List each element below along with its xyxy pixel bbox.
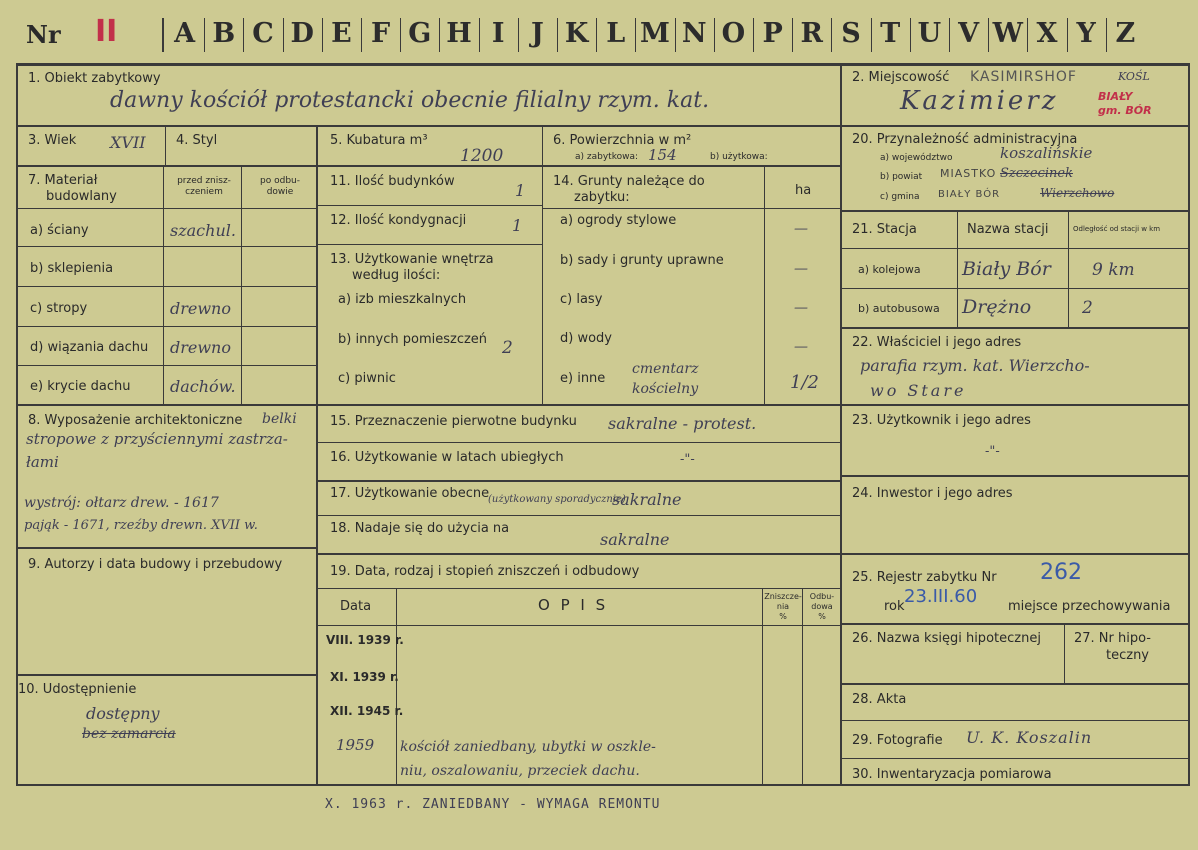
field-20-b-struck: Szczecinek [1000, 166, 1073, 181]
rule [163, 165, 164, 405]
field-20-a-label: a) województwo [880, 153, 953, 163]
rule [518, 18, 519, 52]
field-13-label-1: 13. Użytkowanie wnętrza [330, 252, 494, 267]
rule [1068, 210, 1069, 328]
rule [542, 125, 543, 405]
rule [16, 404, 841, 406]
field-10-value: dostępny [86, 704, 160, 723]
alphabet-letter: W [992, 18, 1023, 49]
field-6-value-a: 154 [648, 146, 677, 164]
alphabet-letter: I [491, 18, 505, 49]
field-14-note-2: kościelny [632, 381, 699, 397]
field-11-value: 1 [515, 181, 526, 200]
field-14-row-label: a) ogrody stylowe [560, 213, 677, 228]
field-13-row-c: c) piwnic [338, 371, 396, 386]
field-3-value: XVII [110, 133, 146, 152]
field-7-row-value: drewno [170, 338, 231, 357]
field-26-label: 26. Nazwa księgi hipotecznej [852, 631, 1041, 646]
field-14-label-1: 14. Grunty należące do [553, 174, 705, 189]
field-8-value-5: pająk - 1671, rzeźby drewn. XVII w. [24, 518, 258, 533]
field-18-value: sakralne [600, 530, 670, 549]
alphabet-letter: A [174, 18, 196, 49]
field-6-sub-a: a) zabytkowa: [575, 152, 638, 162]
footer-note: X. 1963 r. ZANIEDBANY - WYMAGA REMONTU [325, 797, 661, 812]
field-7-label-2: budowlany [46, 189, 117, 204]
field-20-b-label: b) powiat [880, 172, 923, 182]
rule [753, 18, 754, 52]
field-2-note: BIAŁY gm. BÓR [1098, 90, 1152, 117]
field-5-label: 5. Kubatura m³ [330, 133, 428, 148]
field-25-label: 25. Rejestr zabytku Nr [852, 570, 997, 585]
rule [792, 18, 793, 52]
field-22-label: 22. Właściciel i jego adres [852, 335, 1022, 350]
field-7-row-value: dachów. [170, 377, 236, 396]
rule [16, 674, 316, 676]
rule [842, 125, 1190, 127]
field-2-label: 2. Miejscowość [852, 70, 950, 85]
field-8-value-3: łami [26, 453, 59, 471]
field-14-row-e-value: 1/2 [790, 372, 819, 393]
field-21-row-a-dist: 9 km [1092, 260, 1135, 280]
field-14-row-value: — [794, 339, 808, 355]
field-21-col-dist: Odległość od stacji w km [1073, 225, 1161, 233]
rule [842, 327, 1190, 329]
rule [714, 18, 715, 52]
field-25-date: 23.III.60 [904, 586, 978, 607]
field-17-value-small: (użytkowany sporadycznie) [488, 494, 626, 505]
field-17-value: sakralne [612, 490, 682, 509]
field-12-value: 1 [512, 216, 523, 235]
field-28-label: 28. Akta [852, 692, 907, 707]
rule [479, 18, 480, 52]
field-14-row-label: e) inne [560, 371, 606, 386]
alphabet-letter: J [531, 18, 544, 49]
field-27-label-2: teczny [1106, 648, 1149, 663]
alphabet-letter: C [252, 18, 274, 49]
field-6-sub-b: b) użytkowa: [710, 152, 768, 162]
rule [910, 18, 911, 52]
rule [318, 205, 542, 206]
field-19-col-date: Data [340, 599, 372, 614]
alphabet-letter: Y [1076, 18, 1096, 49]
rule [842, 720, 1190, 721]
field-10-label: 10. Udostępnienie [18, 682, 137, 697]
field-30-label: 30. Inwentaryzacja pomiarowa [852, 767, 1052, 782]
nr-value: II [95, 14, 118, 49]
rule [204, 18, 205, 52]
rule [802, 588, 803, 784]
rule [318, 442, 841, 443]
field-14-row-label: c) lasy [560, 292, 603, 307]
alphabet-letter: H [446, 18, 472, 49]
rule [542, 208, 841, 209]
field-8-value-4: wystrój: ołtarz drew. - 1617 [24, 495, 219, 511]
field-19-col-damage: Zniszcze- nia % [764, 592, 802, 621]
field-23-value: -"- [985, 444, 1000, 459]
rule [283, 18, 284, 52]
field-15-value: sakralne - protest. [608, 414, 757, 433]
field-13-row-b-value: 2 [502, 338, 513, 358]
rule [842, 210, 1190, 212]
rule [842, 623, 1190, 625]
field-27-label-1: 27. Nr hipo- [1074, 631, 1151, 646]
field-8-value-2: stropowe z przyściennymi zastrza- [26, 430, 288, 448]
field-19-label: 19. Data, rodzaj i stopień zniszczeń i odbudowy [330, 564, 640, 579]
alphabet-letter: F [371, 18, 391, 49]
field-8-value-1: belki [262, 411, 297, 427]
rule [871, 18, 872, 52]
rule [988, 18, 989, 52]
field-20-b-typed: MIASTKO [940, 167, 997, 180]
field-14-row-value: — [794, 221, 808, 237]
field-14-note-1: cmentarz [632, 361, 699, 377]
field-20-label: 20. Przynależność administracyjna [852, 132, 1078, 147]
field-25-place-label: miejsce przechowywania [1008, 599, 1171, 614]
rule [16, 784, 1190, 786]
field-9-label: 9. Autorzy i data budowy i przebudowy [28, 557, 283, 572]
field-14-row-value: — [794, 261, 808, 277]
field-21-row-b: b) autobusowa [858, 302, 940, 315]
rule [16, 125, 841, 127]
rule [842, 248, 1190, 249]
rule [842, 553, 1190, 555]
field-18-label: 18. Nadaje się do użycia na [330, 521, 510, 536]
rule [842, 683, 1190, 685]
rule [949, 18, 950, 52]
field-21-col-name: Nazwa stacji [967, 222, 1049, 237]
field-7-row-label: d) wiązania dachu [30, 340, 149, 355]
rule [957, 210, 958, 328]
field-21-label: 21. Stacja [852, 222, 917, 237]
field-1-value: dawny kościół protestancki obecnie filialny rzym. kat. [110, 88, 710, 113]
field-15-label: 15. Przeznaczenie pierwotne budynku [330, 414, 577, 429]
field-20-c-struck: Wierzchowo [1040, 186, 1115, 200]
field-11-label: 11. Ilość budynków [330, 174, 455, 189]
rule [396, 588, 397, 784]
field-14-unit: ha [795, 183, 812, 198]
alphabet-letter: V [958, 18, 980, 49]
field-7-label-1: 7. Materiał [28, 173, 98, 188]
field-2-value: Kazimierz [900, 86, 1059, 116]
field-29-label: 29. Fotografie [852, 733, 943, 748]
alphabet-letter: S [841, 18, 861, 49]
rule [439, 18, 440, 52]
rule [16, 365, 316, 366]
field-4-label: 4. Styl [176, 133, 218, 148]
field-21-row-a: a) kolejowa [858, 263, 921, 276]
alphabet-letter: Z [1115, 18, 1136, 49]
alphabet-letter: P [762, 18, 783, 49]
field-17-label: 17. Użytkowanie obecne [330, 486, 490, 501]
rule [16, 63, 1190, 66]
field-2-note-small: KOŚL [1118, 70, 1150, 83]
rule [322, 18, 323, 52]
field-3-label: 3. Wiek [28, 133, 77, 148]
rule [842, 758, 1190, 759]
alphabet-letter: L [606, 18, 626, 49]
field-25-value: 262 [1040, 560, 1082, 585]
rule [16, 326, 316, 327]
alphabet-letter: N [681, 18, 707, 49]
field-13-label-2: według ilości: [352, 268, 441, 283]
rule [16, 547, 316, 549]
field-7-row-label: c) stropy [30, 301, 88, 316]
rule [1067, 18, 1068, 52]
field-21-row-a-name: Biały Bór [962, 258, 1051, 280]
field-13-row-a: a) izb mieszkalnych [338, 292, 467, 307]
field-19-date-3: XII. 1945 r. [330, 704, 404, 718]
rule [318, 515, 841, 516]
field-12-label: 12. Ilość kondygnacji [330, 213, 467, 228]
field-25-rok-label: rok [884, 599, 905, 614]
rule [1064, 623, 1065, 683]
field-7-row-label: b) sklepienia [30, 261, 114, 276]
alphabet-letter: R [800, 18, 823, 49]
rule [831, 18, 832, 52]
field-24-label: 24. Inwestor i jego adres [852, 486, 1013, 501]
alphabet-letter: U [917, 18, 942, 49]
alphabet-letter: E [331, 18, 352, 49]
alphabet-letter: O [721, 18, 746, 49]
rule [361, 18, 362, 52]
field-13-row-b: b) innych pomieszczeń [338, 332, 488, 347]
rule [16, 165, 841, 167]
alphabet-letter: K [564, 18, 589, 49]
rule [1188, 63, 1190, 786]
rule [840, 63, 842, 784]
rule [318, 244, 542, 245]
field-1-label: 1. Obiekt zabytkowy [28, 71, 161, 86]
field-20-a-value: koszalińskie [1000, 144, 1093, 162]
field-7-row-label: a) ściany [30, 223, 89, 238]
field-22-value-2: wo Stare [870, 381, 967, 400]
field-7-row-value: szachul. [170, 221, 236, 240]
rule [162, 18, 164, 52]
alphabet-letter: T [880, 18, 901, 49]
field-10-value-struck: bez zamarcia [82, 726, 176, 742]
field-7-col-after: po odbu- dowie [260, 176, 300, 197]
rule [842, 404, 1190, 406]
rule [165, 125, 166, 165]
field-29-value: U. K. Koszalin [966, 728, 1093, 747]
field-14-row-label: b) sady i grunty uprawne [560, 253, 724, 268]
alphabet-letter: M [640, 18, 670, 49]
field-20-c-typed: BIAŁY BÓR [938, 189, 1001, 200]
field-23-label: 23. Użytkownik i jego adres [852, 413, 1031, 428]
field-16-label: 16. Użytkowanie w latach ubiegłych [330, 450, 564, 465]
field-14-label-2: zabytku: [574, 190, 630, 205]
alphabet-letter: B [212, 18, 236, 49]
field-19-col-desc: O P I S [538, 596, 609, 614]
field-14-row-value: — [794, 300, 808, 316]
rule [635, 18, 636, 52]
field-7-row-label: e) krycie dachu [30, 379, 131, 394]
field-19-col-rebuild: Odbu- dowa % [809, 592, 835, 621]
field-19-date-2: XI. 1939 r. [330, 670, 399, 684]
field-21-row-b-name: Drężno [962, 296, 1032, 318]
rule [318, 480, 841, 482]
rule [842, 475, 1190, 477]
rule [400, 18, 401, 52]
field-22-value-1: parafia rzym. kat. Wierzcho- [860, 356, 1090, 375]
field-19-date-1: VIII. 1939 r. [326, 633, 404, 647]
rule [1027, 18, 1028, 52]
field-19-entry-1: kościół zaniedbany, ubytki w oszkle- [400, 739, 656, 755]
rule [241, 165, 242, 405]
rule [316, 125, 318, 784]
rule [16, 246, 316, 247]
rule [557, 18, 558, 52]
alphabet-letter: X [1036, 18, 1058, 49]
rule [762, 588, 763, 784]
field-6-label: 6. Powierzchnia w m² [553, 133, 692, 148]
rule [16, 63, 18, 786]
field-5-value: 1200 [460, 146, 504, 166]
rule [16, 208, 316, 209]
rule [842, 288, 1190, 289]
rule [675, 18, 676, 52]
alphabet-letter: D [290, 18, 314, 49]
rule [1106, 18, 1107, 52]
field-21-row-b-dist: 2 [1082, 298, 1093, 318]
field-8-label: 8. Wyposażenie architektoniczne [28, 413, 243, 428]
field-16-value: -"- [680, 452, 695, 467]
rule [596, 18, 597, 52]
rule [243, 18, 244, 52]
field-19-entry-date: 1959 [336, 736, 375, 754]
field-2-typed: KASIMIRSHOF [970, 69, 1077, 85]
alphabet-letter: G [408, 18, 432, 49]
rule [764, 165, 765, 405]
nr-label: Nr [26, 20, 61, 49]
rule [16, 286, 316, 287]
rule [318, 553, 841, 555]
field-19-entry-2: niu, oszalowaniu, przeciek dachu. [400, 763, 640, 779]
field-7-col-before: przed znisz- czeniem [177, 176, 231, 197]
field-20-c-label: c) gmina [880, 192, 920, 202]
field-7-row-value: drewno [170, 299, 231, 318]
field-14-row-label: d) wody [560, 331, 612, 346]
